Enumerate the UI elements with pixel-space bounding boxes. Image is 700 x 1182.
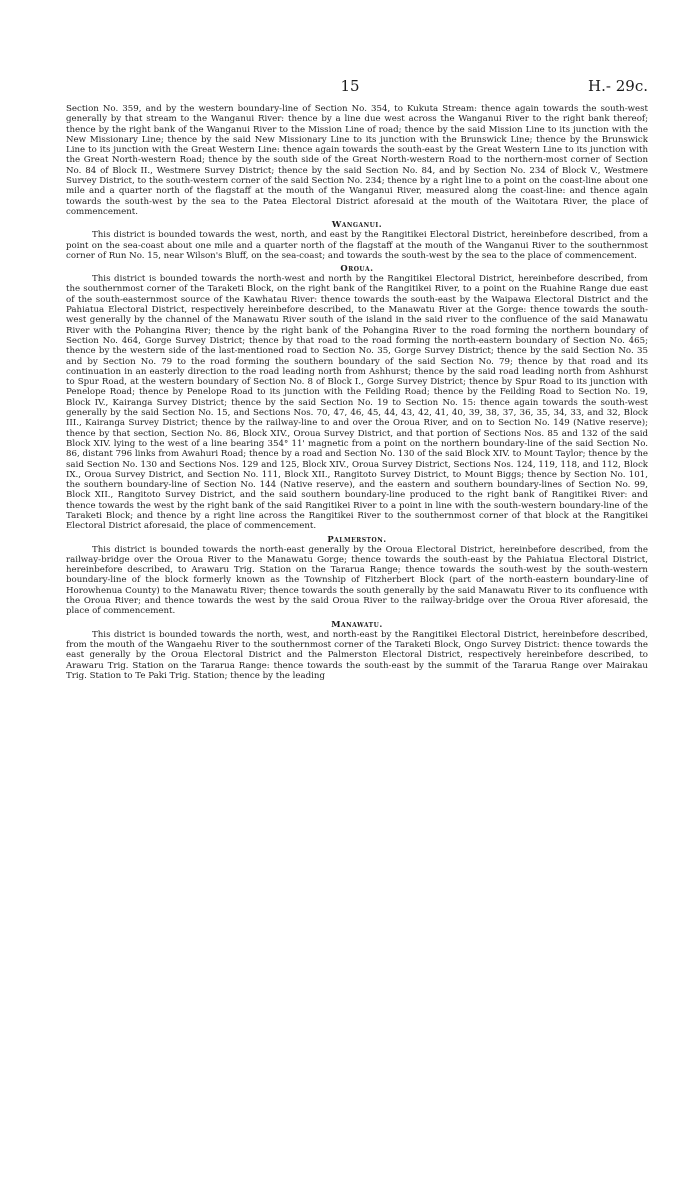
section-heading-palmerston: Palmerston. bbox=[327, 533, 387, 544]
section-heading-oroua: Oroua. bbox=[340, 263, 374, 274]
page-content bbox=[66, 78, 648, 681]
page-number: 15 bbox=[340, 77, 360, 95]
section-heading-manawatu: Manawatu. bbox=[331, 618, 383, 629]
section-paragraph-manawatu: This district is bounded towards the north, west, and north-east by the Rangitikei Electoral District, hereinbefore described, from the mouth of the Wangaehu River to the southernmost corner of the Taraketi Block, Ongo Survey District: thence towards the east generally by the Oroua Electoral District and the Palmerston Electoral District, respectively hereinbefore described, to Arawaru Trig. Station on the Tararua Range: thence towards the south-east by the summit of the Tararua Range over Mairakau Trig. Station to Te Paki Trig. Station; thence by the leading bbox=[66, 629, 648, 681]
section-heading-wanganui: Wanganui. bbox=[331, 219, 383, 230]
section-paragraph-wanganui: This district is bounded towards the west, north, and east by the Rangitikei Electoral District, hereinbefore described, from a point on the sea-coast about one mile and a quarter north of the flagstaff at the mouth of the Wanganui River to the southernmost corner of Run No. 15, near Wilson's Bluff, on the sea-coast; and towards the south-west by the sea to the place of commencement. bbox=[66, 230, 648, 261]
section-paragraph-oroua: This district is bounded towards the north-west and north by the Rangitikei Electoral District, hereinbefore described, from the southernmost corner of the Taraketi Block, on the right bank of the Rangitikei River, to a point on the Ruahine Range due east of the south-easternmost source of the Kawhatau River: thence towards the south-east by the Waipawa Electoral District and the Pahiatua Electoral District, respectively hereinbefore described, to the Manawatu River at the Gorge: thence towards the south-west generally by the channel of the Manawatu River south of the island in the said river to the confluence of the said Manawatu River with the Pohangina River; thence by the right bank of the Pohangina River to the road forming the northern boundary of Section No. 464, Gorge Survey District; thence by that road to the road forming the north-eastern boundary of Section No. 465; thence by the western side of the last-mentioned road to Section No. 35, Gorge Survey District; thence by the said Section No. 35 and by Section No. 79 to the road forming the southern boundary of the said Section No. 79; thence by that road and its continuation in an easterly direction to the road leading north from Ashhurst; thence by the said road leading north from Ashhurst to Spur Road, at the western boundary of Section No. 8 of Block I., Gorge Survey District; thence by Spur Road to its junction with Penelope Road; thence by Penelope Road to its junction with the Feilding Road; thence by the Feilding Road to Section No. 19, Block IV., Kairanga Survey District; thence by the said Section No. 19 to Section No. 15: thence again towards the south-west generally by the said Section No. 15, and Sections Nos. 70, 47, 46, 45, 44, 43, 42, 41, 40, 39, 38, 37, 36, 35, 34, 33, and 32, Block III., Kairanga Survey District; thence by the railway-line to and over the Oroua River, and on to Section No. 149 (Native reserve); thence by that section, Section No. 86, Block XIV., Oroua Survey District, and that portion of Sections Nos. 85 and 132 of the said Block XIV. lying to the west of a line bearing 354° 11' magnetic from a point on the northern boundary-line of the said Section No. 86, distant 796 links from Awahuri Road; thence by a road and Section No. 130 of the said Block XIV. to Mount Taylor; thence by the said Section No. 130 and Sections Nos. 129 and 125, Block XIV., Oroua Survey District, Sections Nos. 124, 119, 118, and 112, Block IX., Oroua Survey District, and Section No. 111, Block XII., Rangitoto Survey District, to Mount Biggs; thence by Section No. 101, the southern boundary-line of Section No. 144 (Native reserve), and the eastern and southern boundary-lines of Section No. 99, Block XII., Rangitoto Survey District, and the said southern boundary-line produced to the right bank of Rangitikei River: and thence towards the west by the right bank of the said Rangitikei River to a point in line with the south-western boundary-line of the Taraketi Block; and thence by a right line across the Rangitikei River to the southernmost corner of that block at the Rangitikei Electoral District aforesaid, the place of commencement. bbox=[66, 274, 648, 532]
document-reference: H.- 29c. bbox=[588, 77, 648, 95]
section-paragraph-palmerston: This district is bounded towards the north-east generally by the Oroua Electoral District, hereinbefore described, from the railway-bridge over the Oroua River to the Manawatu Gorge; thence towards the south-east by the Pahiatua Electoral District, hereinbefore described, to Arawaru Trig. Station on the Tararua Range; thence towards the south-west by the south-western boundary-line of the block formerly known as the Township of Fitzherbert Block (part of the north-eastern boundary-line of Horowhenua County) to the Manawatu River; thence towards the south generally by the said Manawatu River to its confluence with the Oroua River; and thence towards the west by the said Oroua River to the railway-bridge over the Oroua River aforesaid, the place of commencement. bbox=[66, 544, 648, 617]
continuation-paragraph: Section No. 359, and by the western boundary-line of Section No. 354, to Kukuta Stream: thence again towards the south-west generally by that stream to the Wanganui River: thence by a line due west across the Wanganui River to the right bank thereof; thence by the right bank of the Wanganui River to the Mission Line of road; thence by the said Mission Line to its junction with the New Missionary Line; thence by the said New Missionary Line to its junction with the Brunswick Line; thence by the Brunswick Line to its junction with the Great Western Line: thence again towards the south-east by the Great Western Line to its junction with the Great North-western Road; thence by the south side of the Great North-western Road to the northern-most corner of Section No. 84 of Block II., Westmere Survey District; thence by the said Section No. 84, and by Section No. 234 of Block V., Westmere Survey District, to the south-western corner of the said Section No. 234; thence by a right line to a point on the coast-line about one mile and a quarter north of the flagstaff at the mouth of the Wanganui River, measured along the coast-line: and thence again towards the south-west by the sea to the Patea Electoral District aforesaid at the mouth of the Waitotara River, the place of commencement. bbox=[66, 104, 648, 217]
